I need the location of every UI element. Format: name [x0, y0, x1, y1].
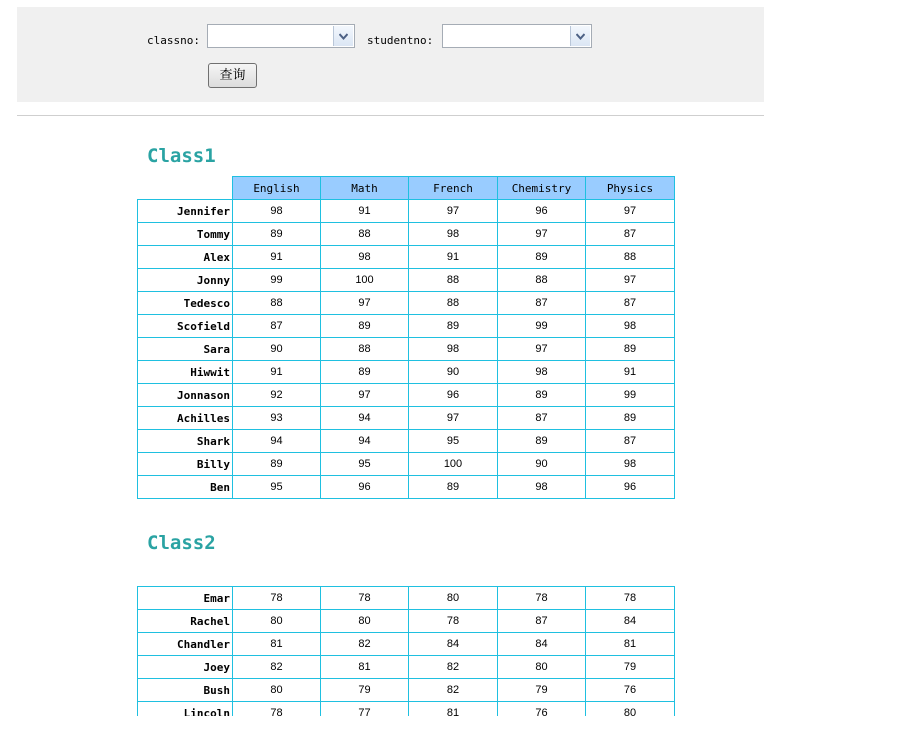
score-cell: 93: [233, 407, 321, 430]
score-cell: 97: [409, 407, 498, 430]
table-row: [138, 246, 675, 269]
score-cell: 99: [586, 384, 675, 407]
score-cell: 80: [233, 679, 321, 702]
score-cell: 76: [498, 702, 586, 717]
student-name: Achilles: [138, 407, 233, 430]
table-row: [138, 338, 675, 361]
score-cell: 84: [409, 633, 498, 656]
score-cell: 98: [498, 476, 586, 499]
score-cell: 89: [233, 223, 321, 246]
score-cell: 78: [409, 610, 498, 633]
score-cell: 98: [498, 361, 586, 384]
class1-title: Class1: [147, 145, 216, 167]
student-name: Jennifer: [138, 200, 233, 223]
student-name: Tommy: [138, 223, 233, 246]
table-row: [138, 315, 675, 338]
score-cell: 98: [586, 315, 675, 338]
score-cell: 90: [409, 361, 498, 384]
student-name: Sara: [138, 338, 233, 361]
score-cell: 89: [498, 430, 586, 453]
score-cell: 88: [409, 292, 498, 315]
score-cell: 88: [409, 269, 498, 292]
score-cell: 81: [409, 702, 498, 717]
score-cell: 94: [233, 430, 321, 453]
score-cell: 78: [321, 587, 409, 610]
score-cell: 87: [498, 610, 586, 633]
score-cell: 88: [233, 292, 321, 315]
table-row: [138, 200, 675, 223]
column-header-english: English: [233, 177, 321, 200]
score-cell: 91: [586, 361, 675, 384]
score-cell: 94: [321, 407, 409, 430]
student-name: Emar: [138, 587, 233, 610]
score-cell: 87: [586, 430, 675, 453]
score-cell: 89: [498, 246, 586, 269]
score-cell: 98: [321, 246, 409, 269]
score-cell: 97: [409, 200, 498, 223]
filter-panel: [17, 7, 764, 102]
student-name: Chandler: [138, 633, 233, 656]
score-cell: 82: [321, 633, 409, 656]
score-cell: 89: [321, 361, 409, 384]
table-row: [138, 292, 675, 315]
score-cell: 89: [409, 315, 498, 338]
score-cell: 95: [233, 476, 321, 499]
score-cell: 87: [586, 292, 675, 315]
score-cell: 78: [233, 702, 321, 717]
score-cell: 96: [409, 384, 498, 407]
score-cell: 91: [321, 200, 409, 223]
score-cell: 91: [233, 361, 321, 384]
column-header-physics: Physics: [586, 177, 675, 200]
table-row: [138, 430, 675, 453]
student-name: Rachel: [138, 610, 233, 633]
chevron-down-icon: [339, 33, 348, 40]
score-cell: 77: [321, 702, 409, 717]
score-cell: 96: [498, 200, 586, 223]
score-cell: 100: [409, 453, 498, 476]
score-cell: 79: [498, 679, 586, 702]
class2-score-table: [137, 586, 675, 716]
score-cell: 95: [409, 430, 498, 453]
score-cell: 98: [409, 338, 498, 361]
student-name: Jonnason: [138, 384, 233, 407]
score-cell: 96: [586, 476, 675, 499]
score-cell: 84: [586, 610, 675, 633]
section-divider: [17, 115, 764, 116]
student-name: Bush: [138, 679, 233, 702]
score-cell: 84: [498, 633, 586, 656]
score-cell: 79: [321, 679, 409, 702]
studentno-label: studentno:: [367, 34, 434, 47]
score-cell: 80: [409, 587, 498, 610]
column-header-math: Math: [321, 177, 409, 200]
score-cell: 89: [233, 453, 321, 476]
score-cell: 82: [409, 679, 498, 702]
score-cell: 88: [321, 338, 409, 361]
class1-score-table: [137, 176, 675, 499]
score-cell: 87: [498, 292, 586, 315]
score-cell: 97: [586, 269, 675, 292]
student-name: Lincoln: [138, 702, 233, 717]
table-row: [138, 407, 675, 430]
score-cell: 80: [321, 610, 409, 633]
student-name: Joey: [138, 656, 233, 679]
student-name: Shark: [138, 430, 233, 453]
score-cell: 99: [233, 269, 321, 292]
score-cell: 76: [586, 679, 675, 702]
score-cell: 97: [321, 384, 409, 407]
score-cell: 89: [586, 407, 675, 430]
class2-title: Class2: [147, 532, 216, 554]
score-cell: 87: [233, 315, 321, 338]
chevron-down-icon: [576, 33, 585, 40]
student-name: Jonny: [138, 269, 233, 292]
student-name: Billy: [138, 453, 233, 476]
table-row: [138, 453, 675, 476]
score-cell: 94: [321, 430, 409, 453]
score-cell: 81: [321, 656, 409, 679]
classno-label: classno:: [147, 34, 200, 47]
score-cell: 87: [586, 223, 675, 246]
score-cell: 78: [498, 587, 586, 610]
table-row: [138, 702, 675, 717]
query-button[interactable]: 查询: [208, 63, 257, 88]
score-cell: 81: [233, 633, 321, 656]
student-name: Tedesco: [138, 292, 233, 315]
classno-dropdown-button[interactable]: [333, 26, 353, 46]
studentno-dropdown-button[interactable]: [570, 26, 590, 46]
table-row: [138, 656, 675, 679]
table-row: [138, 610, 675, 633]
score-cell: 98: [409, 223, 498, 246]
score-cell: 92: [233, 384, 321, 407]
score-cell: 81: [586, 633, 675, 656]
score-cell: 89: [498, 384, 586, 407]
column-header-chemistry: Chemistry: [498, 177, 586, 200]
score-cell: 90: [498, 453, 586, 476]
header-blank-cell: [138, 177, 233, 200]
table-row: [138, 587, 675, 610]
table-row: [138, 476, 675, 499]
table-row: [138, 361, 675, 384]
score-cell: 98: [586, 453, 675, 476]
score-cell: 100: [321, 269, 409, 292]
score-cell: 91: [233, 246, 321, 269]
student-name: Alex: [138, 246, 233, 269]
table-row: [138, 269, 675, 292]
column-header-french: French: [409, 177, 498, 200]
score-cell: 89: [586, 338, 675, 361]
score-cell: 88: [498, 269, 586, 292]
score-cell: 82: [409, 656, 498, 679]
score-cell: 87: [498, 407, 586, 430]
student-name: Scofield: [138, 315, 233, 338]
score-cell: 80: [498, 656, 586, 679]
score-cell: 78: [233, 587, 321, 610]
score-cell: 91: [409, 246, 498, 269]
score-cell: 82: [233, 656, 321, 679]
score-cell: 88: [586, 246, 675, 269]
score-cell: 99: [498, 315, 586, 338]
score-cell: 88: [321, 223, 409, 246]
table-header-row: [138, 177, 675, 200]
studentno-select[interactable]: [442, 24, 592, 48]
table-row: [138, 633, 675, 656]
score-cell: 95: [321, 453, 409, 476]
score-cell: 79: [586, 656, 675, 679]
score-cell: 97: [498, 338, 586, 361]
score-cell: 80: [586, 702, 675, 717]
table-row: [138, 679, 675, 702]
score-cell: 98: [233, 200, 321, 223]
score-cell: 89: [409, 476, 498, 499]
score-cell: 89: [321, 315, 409, 338]
student-name: Hiwwit: [138, 361, 233, 384]
score-cell: 90: [233, 338, 321, 361]
score-cell: 96: [321, 476, 409, 499]
score-cell: 78: [586, 587, 675, 610]
student-name: Ben: [138, 476, 233, 499]
score-cell: 97: [321, 292, 409, 315]
classno-select[interactable]: [207, 24, 355, 48]
table-row: [138, 223, 675, 246]
score-cell: 97: [586, 200, 675, 223]
score-cell: 97: [498, 223, 586, 246]
score-cell: 80: [233, 610, 321, 633]
table-row: [138, 384, 675, 407]
